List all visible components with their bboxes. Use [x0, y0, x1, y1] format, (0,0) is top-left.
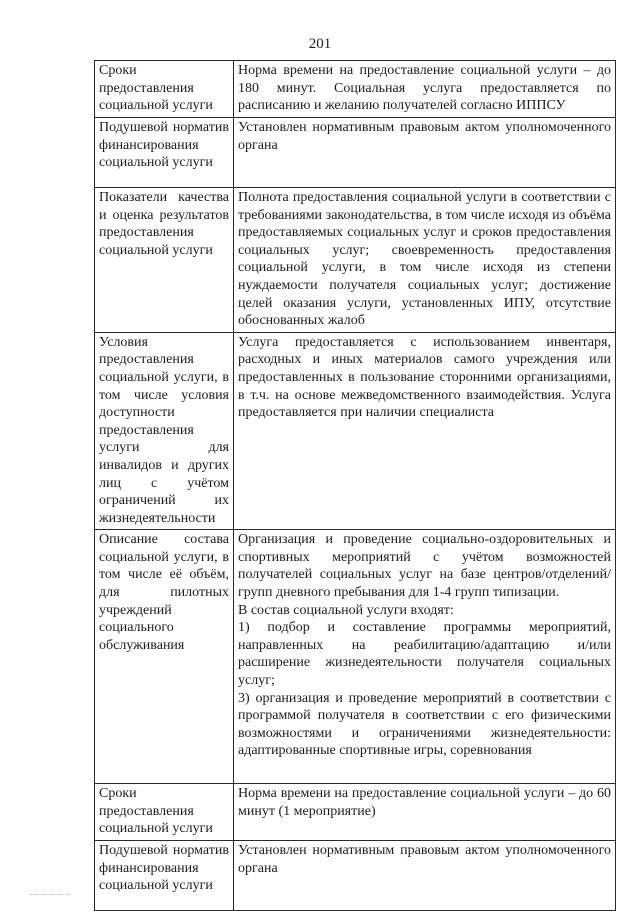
table-row: [95, 530, 616, 784]
content-paragraph: В состав социальной услуги входят:: [238, 602, 454, 618]
page-number: 201: [308, 36, 332, 52]
content-paragraph: Установлен нормативным правовым актом уполномоченного органа: [238, 120, 611, 153]
content-paragraph: Норма времени на предоставление социальной услуги – до 60 минут (1 мероприятие): [238, 786, 611, 819]
content-paragraph: 1) подбор и составление программы мероприятий, направленных на реабилитацию/адаптацию и/или расширение жизнедеятельности получателя социальных услуг;: [238, 620, 611, 689]
row-content: [234, 841, 616, 911]
row-content: [234, 61, 616, 118]
row-label: Подушевой норматив финансирования социальной услуги: [95, 118, 234, 188]
content-paragraph: 3) организация и проведение мероприятий в соответствии с программой получателя в соответствии с его физическими возможностями и ограничениями жизнедеятельности: адаптированные спортивные игры, соревнования: [238, 690, 611, 759]
row-content: [234, 530, 616, 784]
content-paragraph: Организация и проведение социально-оздоровительных и спортивных мероприятий с учётом возможностей получателей социальных услуг на базе центров/отделений/групп дневного пребывания для 1-4 групп типизации.: [238, 532, 611, 601]
row-content: [234, 118, 616, 188]
row-label: Описание состава социальной услуги, в том числе её объём, для пилотных учреждений социального обслуживания: [95, 530, 234, 784]
row-label: Показатели качества и оценка результатов предоставления социальной услуги: [95, 188, 234, 333]
service-description-table: [94, 60, 616, 911]
row-content: [234, 784, 616, 841]
table-row: [95, 61, 616, 118]
row-label: Сроки предоставления социальной услуги: [95, 61, 234, 118]
row-content: [234, 188, 616, 333]
table-row: [95, 784, 616, 841]
table-row: [95, 188, 616, 333]
content-paragraph: Услуга предоставляется с использованием инвентаря, расходных и иных материалов самого учреждения или предоставленных в пользование сторонними организациями, в т.ч. на основе межведомственного взаимодействия. Услуга предоставляется при наличии специалиста: [238, 334, 611, 421]
table-row: [95, 332, 616, 530]
row-label: Сроки предоставления социальной услуги: [95, 784, 234, 841]
row-label: Подушевой норматив финансирования социальной услуги: [95, 841, 234, 911]
table-row: [95, 841, 616, 911]
row-label: Условия предоставления социальной услуги, в том числе условия доступности предоставления услуги для инвалидов и других лиц с учётом ограничений их жизнедеятельности: [95, 332, 234, 530]
row-content: [234, 332, 616, 530]
content-paragraph: Полнота предоставления социальной услуги в соответствии с требованиями законодательства, в том числе исходя из объёма предоставляемых социальных услуг и сроков предоставления социальных услуг; своевременность предоставления социальной услуги, в том числе исходя из степени нуждаемости получателя социальных услуг; достижение целей оказания услуги, установленных ИПУ, отсутствие обоснованных жалоб: [238, 190, 611, 329]
content-paragraph: Норма времени на предоставление социальной услуги – до 180 минут. Социальная услуга предоставляется по расписанию и желанию получателей согласно ИППСУ: [238, 63, 611, 114]
table-row: [95, 118, 616, 188]
scan-artifact: [30, 894, 70, 896]
content-paragraph: Установлен нормативным правовым актом уполномоченного органа: [238, 843, 611, 876]
